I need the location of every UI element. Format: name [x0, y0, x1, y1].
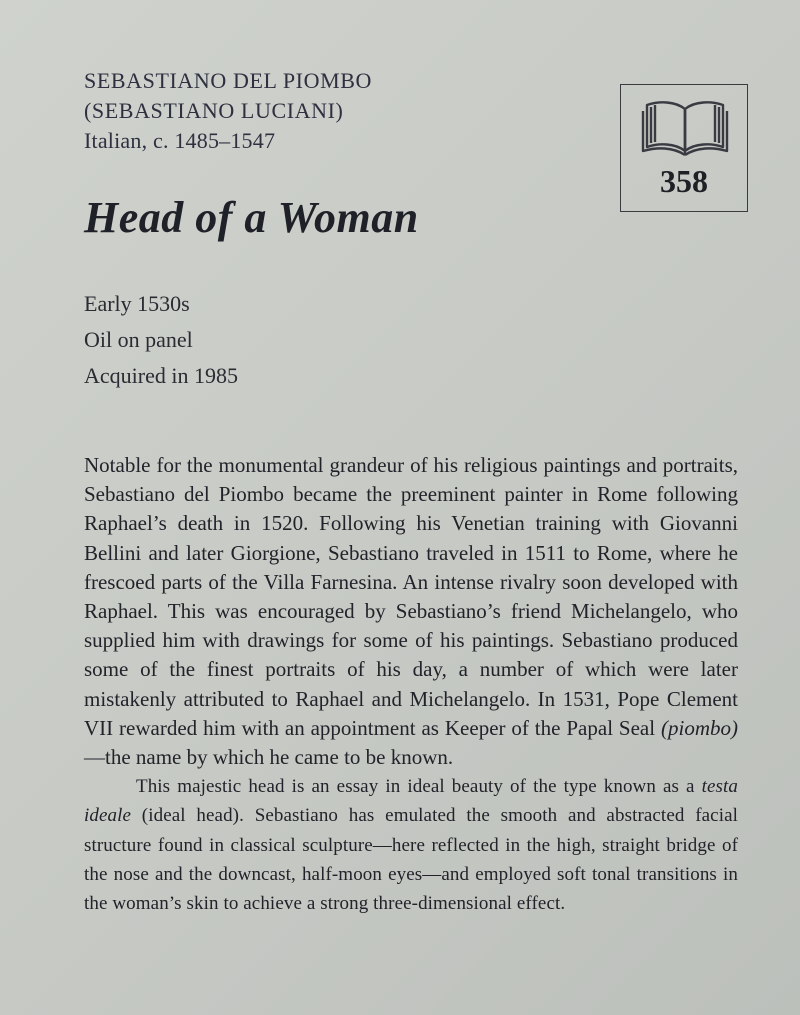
p1-text-end: —the name by which he came to be known.: [84, 745, 454, 770]
artist-block: [84, 66, 372, 156]
p1-italic-term: (piombo): [661, 715, 738, 740]
artwork-details: [84, 286, 238, 394]
audio-guide-number: 358: [660, 163, 708, 199]
p2-italic-term: testa ideale: [84, 776, 738, 827]
description-paragraph-1: [84, 451, 738, 772]
p2-text-start: This majestic head is an essay in ideal beauty of the type known as a: [136, 776, 702, 798]
artwork-date: Early 1530s: [84, 291, 190, 316]
description-text: [84, 451, 738, 918]
audio-guide-badge: [620, 84, 748, 212]
book-icon: [639, 95, 731, 157]
artist-birth-name: (SEBASTIANO LUCIANI): [84, 98, 344, 123]
artwork-medium: Oil on panel: [84, 327, 193, 352]
artwork-acquisition: Acquired in 1985: [84, 363, 238, 388]
p2-text-end: (ideal head). Sebastiano has emulated the smooth and abstracted facial structure found in classical sculpture—here reflected in the high, straight bridge of the nose and the downcast, half-moon eyes—and employed soft tonal transitions in the woman’s skin to achieve a strong three-dimensional effect.: [84, 805, 738, 915]
p1-text-start: Notable for the monumental grandeur of his religious paintings and portraits, Sebastiano del Piombo became the preeminent painter in Rome following Raphael’s death in 1520. Following his Venetian training with Giovanni Bellini and later Giorgione, Sebastiano traveled in 1511 to Rome, where he frescoed parts of the Villa Farnesina. An intense rivalry soon developed with Raphael. This was encouraged by Sebastiano’s friend Michelangelo, who supplied him with drawings for some of his paintings. Sebastiano produced some of the finest portraits of his day, a number of which were later mistakenly attributed to Raphael and Michelangelo. In 1531, Pope Clement VII rewarded him with an appointment as Keeper of the Papal Seal: [84, 453, 738, 740]
artist-name: SEBASTIANO DEL PIOMBO: [84, 68, 373, 93]
artist-nationality-dates: Italian, c. 1485–1547: [84, 128, 276, 153]
description-paragraph-2: [84, 772, 738, 918]
artwork-title: Head of a Woman: [84, 193, 419, 242]
